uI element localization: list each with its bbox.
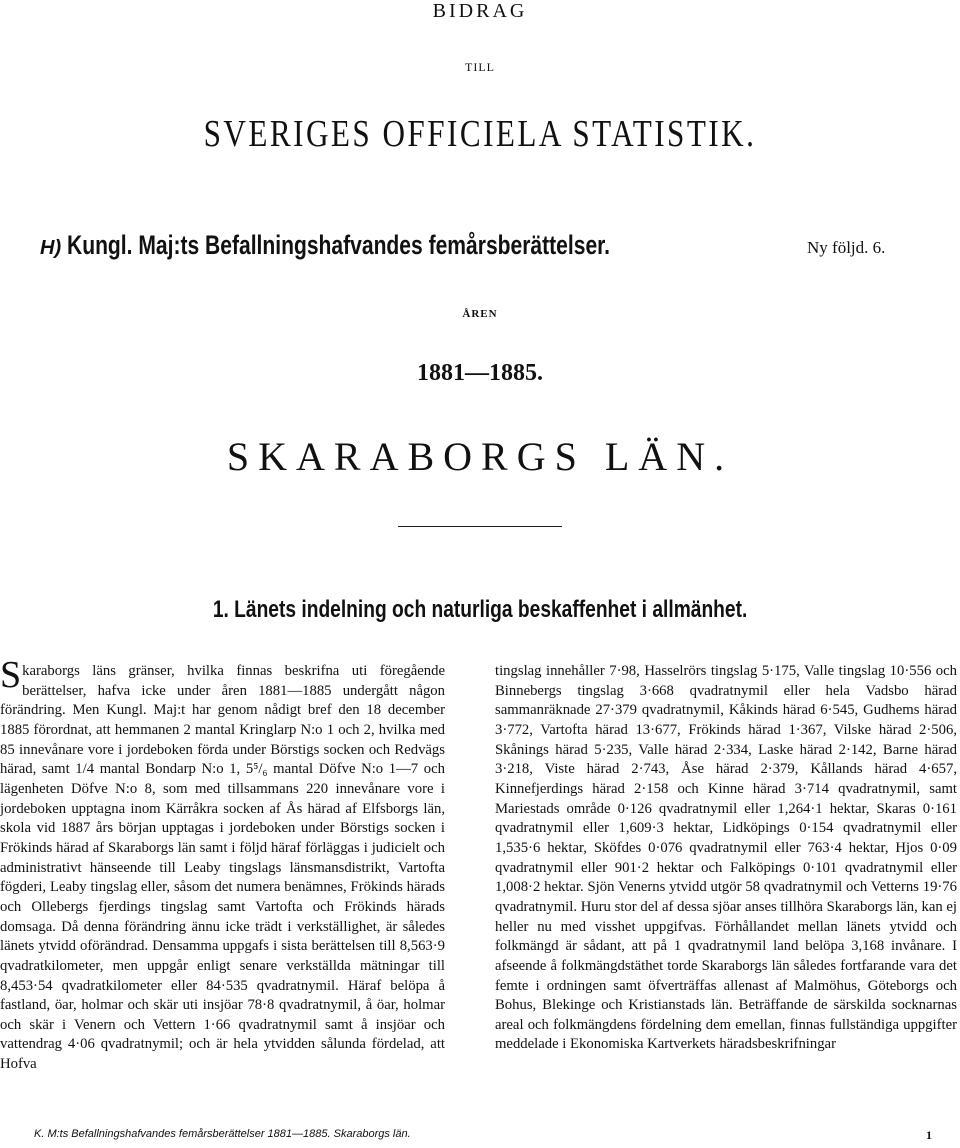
series-title: SVERIGES OFFICIELA STATISTIK. xyxy=(203,113,757,155)
left-paragraph xyxy=(0,654,445,1075)
bidrag-label: BIDRAG xyxy=(432,0,528,22)
subseries-heading xyxy=(40,230,920,261)
left-column xyxy=(0,654,445,1075)
left-column-text: karaborgs läns gränser, hvilka finnas beskrifna uti föregående berättelser, hafva icke under åren 1881—1885 undergått någon förändring. Men Kungl. Maj:t har genom nådigt bref den 18 december 1885 förordnat, att hemmanen 2 mantal Kringlarp N:o 1 och 2, hvilka med 85 innevånare vore i jordeboken förda under Börstigs socken och Redvägs härad, samt 1/4 mantal Bondarp N:o 1, 5⁵/₆ mantal Döfve N:o 1—7 och lägenheten Döfve N:o 8, som med tillsammans 220 innevånare vore i jordeboken upptagna inom Kärråkra socken af Ås härad af Elfsborgs län, skola vid 1887 års början upptagas i jordeboken under Börstigs socken i Frökinds härad af Skaraborgs län samt i följd häraf förläggas i judicielt och administrativt hänseende till Leaby tingslags länsmansdistrikt, Vartofta fögderi, Leaby tingslag eller, såsom det numera benämnes, Frökinds härads och Ollebergs fjerdings tingslag samt Vartofta och Frökinds härads domsaga. Då denna förändring ännu icke trädt i verkställighet, är således länets ytvidd oförändrad. Densamma uppgafs i sista berättelsen till 8,563·9 qvadratkilometer, men uppgår enligt senare verkställda mätningar till 8,453·54 qvadratkilometer eller 84·535 qvadratnymil. Häraf belöpa å fastland, öar, holmar och skär uti insjöar 78·8 qvadratnymil, å öar, holmar och skär i Venern och Vettern 1·66 qvadratnymil samt å insjöar och vattendrag 4·06 qvadratnymil; och är hela ytvidden sålunda fördelad, att Hofva xyxy=(0,663,445,1073)
aren-label: ÅREN xyxy=(462,308,498,320)
subseries-title: Kungl. Maj:ts Befallningshafvandes femårsberättelser. xyxy=(67,230,611,260)
years-label: 1881—1885. xyxy=(417,360,543,386)
section-heading-text: 1. Länets indelning och naturliga beskaffenhet i allmänhet. xyxy=(212,596,748,623)
page-number: 1 xyxy=(926,1128,932,1142)
divider-rule xyxy=(398,526,562,527)
subseries-tail: Ny följd. 6. xyxy=(807,238,886,257)
county-title: SKARABORGS LÄN. xyxy=(226,434,734,479)
till-label: TILL xyxy=(465,60,495,74)
section-heading xyxy=(0,596,960,624)
subseries-mark: H) xyxy=(40,237,62,259)
right-column xyxy=(495,662,957,1055)
right-column-text: tingslag innehåller 7·98, Hasselrörs tingslag 5·175, Valle tingslag 10·556 och Binnebergs tingslag 3·668 qvadratnymil eller hela Vadsbo härad sammanräknade 27·379 qvadratnymil, Kåkinds härad 6·545, Gudhems härad 3·772, Vartofta härad 13·677, Frökinds härad 1·367, Vilske härad 2·506, Skånings härad 5·235, Valle härad 2·334, Laske härad 2·142, Barne härad 3·218, Viste härad 2·743, Åse härad 2·379, Kållands härad 4·657, Kinnefjerdings härad 2·158 och Kinne härad 3·714 qvadratnymil, samt Mariestads område 0·126 qvadratnymil eller 1,264·1 hektar, Skaras 0·161 qvadratnymil eller 1,609·3 hektar, Lidköpings 0·154 qvadratnymil eller 1,535·6 hektar, Sköfdes 0·076 qvadratnymil eller 763·4 hektar, Hjos 0·09 qvadratnymil eller 901·2 hektar och Falköpings 0·101 qvadratnymil eller 1,008·2 hektar. Sjön Venerns ytvidd utgör 58 qvadratnymil och Vetterns 19·76 qvadratnymil. Huru stor del af dessa sjöar anses tillhöra Skaraborgs län, kan ej heller nu med visshet uppgifvas. Förhållandet mellan länets ytvidd och folkmängd är sådant, att på 1 qvadratnymil land belöpa 3,168 invånare. I afseende å folkmängdstäthet torde Skaraborgs län således fortfarande vara det femte i ordningen samt öfverträffas allenast af Malmöhus, Göteborgs och Bohus, Blekinge och Kristianstads län. Beträffande de särskilda socknarnas areal och folkmängdens fördelning dem emellan, finnas fullständiga uppgifter meddelade i Ekonomiska Kartverkets häradsbeskrifningar xyxy=(495,663,957,1053)
running-footer: K. M:ts Befallningshafvandes femårsberättelser 1881—1885. Skaraborgs län. xyxy=(34,1128,411,1140)
dropcap-letter: S xyxy=(0,654,22,696)
